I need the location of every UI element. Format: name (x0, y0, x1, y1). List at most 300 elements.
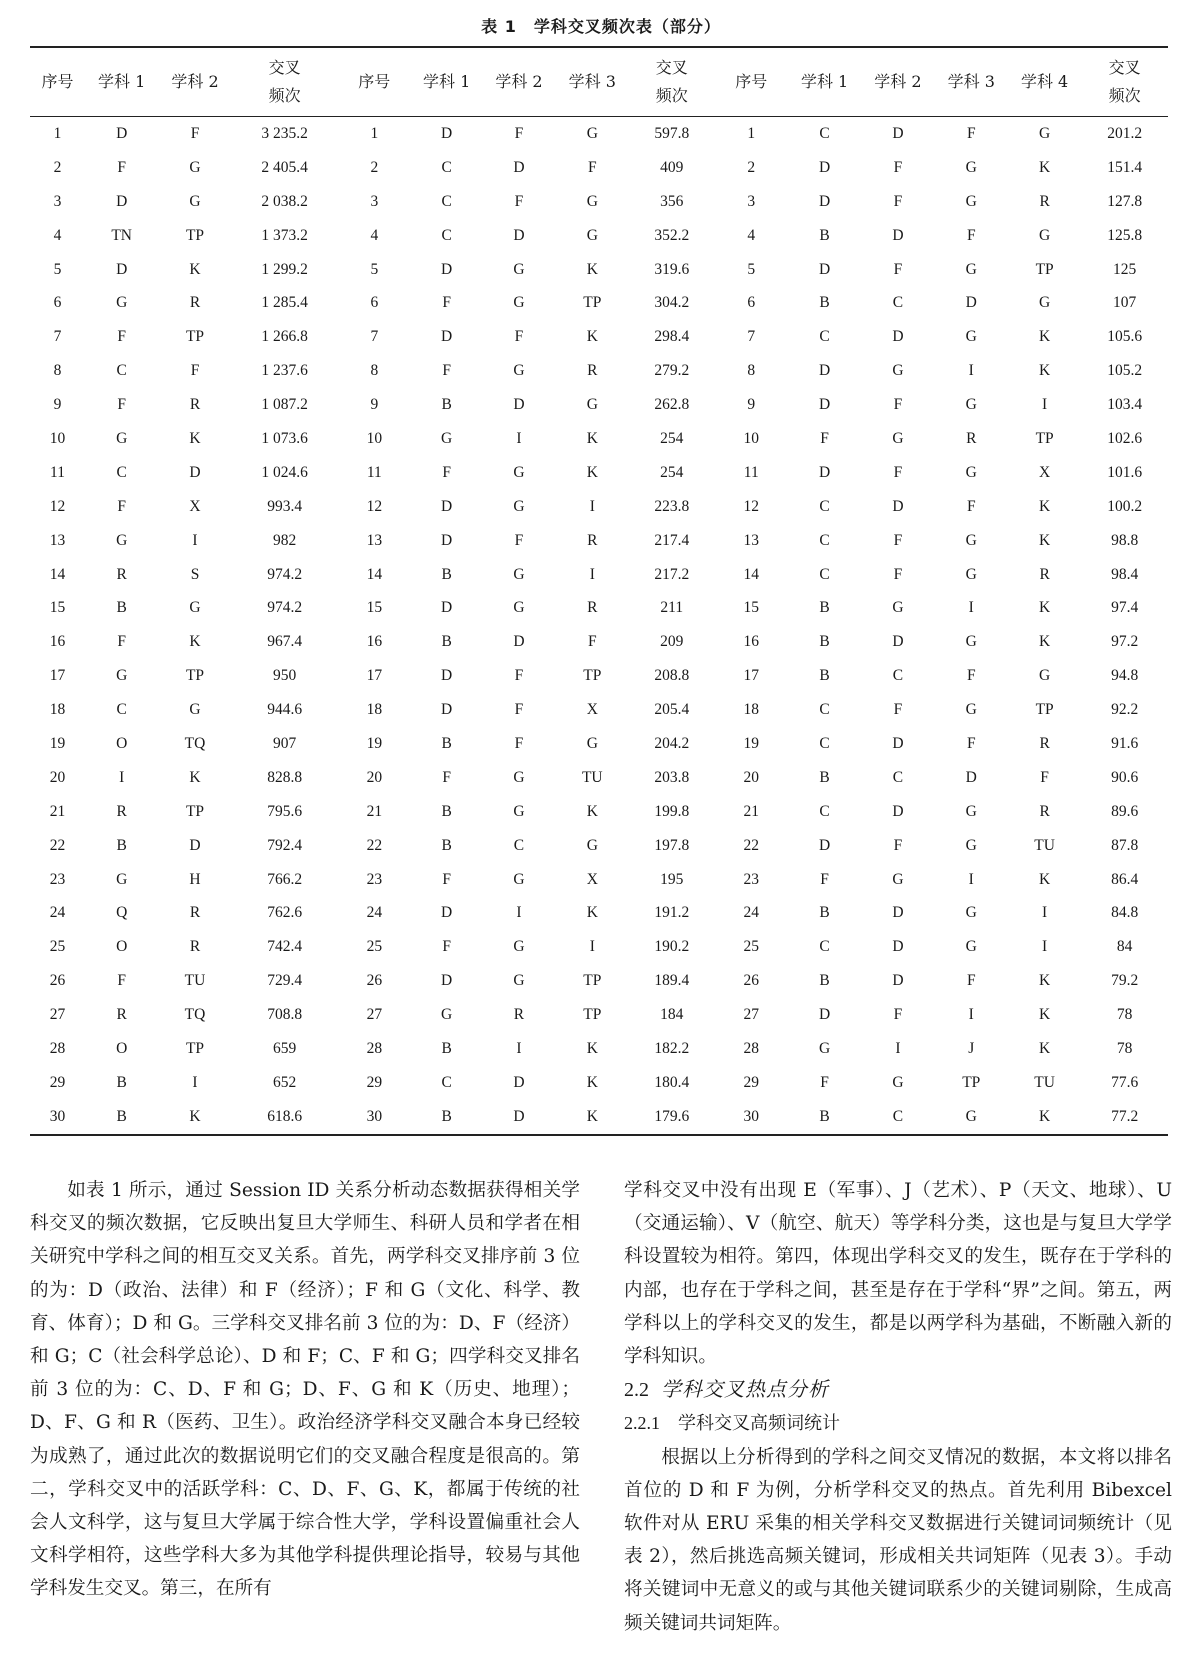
table-cell: 197.8 (654, 836, 690, 854)
table-cell: 14 (49, 565, 66, 583)
table-cell: G (1039, 667, 1051, 685)
table-cell: D (116, 260, 128, 278)
table-cell: 6 (370, 294, 379, 312)
table-cell: TP (583, 667, 602, 685)
section-heading (624, 1373, 1172, 1407)
table-cell: 92.2 (1111, 701, 1139, 719)
table-cell: 102.6 (1107, 429, 1143, 447)
table-cell: G (965, 158, 977, 176)
table-cell: 182.2 (654, 1039, 690, 1057)
table-cell: 77.6 (1111, 1073, 1139, 1091)
table-cell: B (85, 1100, 158, 1135)
table-cell: 22 (49, 836, 66, 854)
left-text-column (30, 1174, 580, 1606)
table-cell: C (441, 192, 452, 210)
table-cell: F (442, 870, 451, 888)
table-row (30, 998, 1168, 1032)
table-cell: F (893, 531, 903, 549)
column-header: 学科 2 (158, 47, 231, 117)
table-cell: 101.6 (1107, 463, 1143, 481)
table-cell: F (893, 1006, 903, 1024)
table-cell: C (892, 768, 904, 786)
table-cell: F (893, 158, 903, 176)
table-cell: 105.6 (1107, 328, 1143, 346)
table-cell: 16 (49, 633, 66, 651)
table-cell: D (892, 328, 904, 346)
table-cell: F (190, 362, 200, 380)
table-cell: 125 (1113, 260, 1137, 278)
table-cell: 103.4 (1107, 396, 1143, 414)
table-cell: F (966, 497, 976, 515)
table-cell: 208.8 (654, 667, 690, 685)
table-cell: 659 (273, 1039, 297, 1057)
table-cell: 8 (53, 362, 62, 380)
table-row (30, 693, 1168, 727)
table-cell: 23 (366, 870, 383, 888)
table-cell: C (819, 802, 830, 820)
column-header: 序号 (338, 47, 411, 117)
table-cell: 25 (743, 938, 759, 956)
table-cell: R (116, 1006, 127, 1024)
table-cell: 24 (366, 904, 383, 922)
table-cell: I (589, 497, 595, 515)
table-cell: G (965, 260, 977, 278)
table-cell: 1 087.2 (261, 396, 308, 414)
table-row (30, 286, 1168, 320)
table-cell: D (892, 938, 904, 956)
table-cell: 10 (49, 429, 66, 447)
table-cell: B (819, 972, 830, 990)
table-cell: G (189, 701, 201, 719)
table-cell: F (893, 192, 903, 210)
table-row (30, 558, 1168, 592)
table-cell: G (965, 328, 977, 346)
table-cell: 4 (747, 226, 756, 244)
table-cell: 78 (1116, 1006, 1133, 1024)
table-cell: D (441, 260, 453, 278)
column-header: 学科 1 (85, 47, 158, 117)
table-row (30, 422, 1168, 456)
table-row (30, 659, 1168, 693)
table-cell: D (116, 124, 128, 142)
table-cell: 89.6 (1111, 802, 1139, 820)
table-cell: G (892, 1073, 904, 1091)
table-cell: G (965, 802, 977, 820)
table-cell: D (892, 124, 904, 142)
table-cell: F (966, 226, 976, 244)
table-row (30, 829, 1168, 863)
column-header: 交叉 频次 (1081, 47, 1168, 117)
table-cell: G (513, 972, 525, 990)
table-cell: D (441, 972, 453, 990)
table-cell: F (820, 1073, 829, 1091)
table-cell: 179.6 (629, 1100, 715, 1135)
table-cell: 20 (49, 768, 66, 786)
column-header: 学科 1 (411, 47, 482, 117)
table-row (30, 185, 1168, 219)
table-cell: G (513, 565, 525, 583)
table-cell: G (892, 599, 904, 617)
table-cell: 84 (1116, 938, 1133, 956)
table-cell: 18 (743, 701, 759, 719)
table-cell: R (189, 904, 201, 922)
table-cell: I (968, 599, 974, 617)
table-cell: 19 (49, 734, 66, 752)
table-cell: 4 (370, 226, 379, 244)
table-cell: F (893, 836, 903, 854)
table-cell: 6 (53, 294, 62, 312)
table-cell: K (586, 260, 598, 278)
table-cell: 125.8 (1107, 226, 1143, 244)
table-cell: R (1039, 802, 1050, 820)
table-cell: 1 (53, 124, 62, 142)
table-cell: 304.2 (654, 294, 690, 312)
table-cell: K (189, 768, 201, 786)
table-cell: G (116, 531, 128, 549)
table-cell: 24 (49, 904, 66, 922)
table-cell: D (441, 701, 453, 719)
column-header: 交叉 频次 (629, 47, 715, 117)
table-cell: 98.4 (1111, 565, 1139, 583)
table-cell: G (1039, 294, 1051, 312)
table-cell: 17 (366, 667, 383, 685)
table-cell: G (513, 768, 525, 786)
table-cell: K (1039, 870, 1051, 888)
table-cell: B (116, 1073, 127, 1091)
table-cell: F (966, 667, 976, 685)
table-cell: B (116, 599, 127, 617)
table-cell: G (513, 599, 525, 617)
table-cell: 217.4 (654, 531, 690, 549)
table-cell: G (892, 429, 904, 447)
table-cell: 18 (366, 701, 383, 719)
table-cell: K (586, 1073, 598, 1091)
table-cell: 944.6 (267, 701, 303, 719)
table-cell: I (119, 768, 125, 786)
table-cell: G (892, 870, 904, 888)
table-cell: 6 (747, 294, 756, 312)
table-cell: 12 (743, 497, 759, 515)
table-cell: F (442, 362, 451, 380)
table-cell: K (556, 1100, 629, 1135)
table-cell: 21 (49, 802, 66, 820)
table-cell: 907 (273, 734, 297, 752)
table-cell: 77.2 (1081, 1100, 1168, 1135)
table-cell: D (441, 599, 453, 617)
table-cell: 22 (366, 836, 383, 854)
table-cell: 17 (743, 667, 759, 685)
table-cell: C (819, 124, 830, 142)
table-cell: 352.2 (654, 226, 690, 244)
table-cell: Q (116, 904, 128, 922)
table-cell: 9 (370, 396, 379, 414)
table-cell: 217.2 (654, 565, 690, 583)
table-cell: G (586, 836, 598, 854)
table-cell: TU (581, 768, 603, 786)
table-cell: 2 038.2 (261, 192, 308, 210)
table-cell: F (117, 158, 126, 176)
table-cell: 13 (366, 531, 383, 549)
table-row (30, 253, 1168, 287)
table-cell: 20 (743, 768, 759, 786)
table-cell: C (892, 667, 904, 685)
table-cell: 28 (743, 1039, 759, 1057)
table-cell: F (588, 158, 597, 176)
table-cell: G (965, 396, 977, 414)
table-row (30, 320, 1168, 354)
table-cell: F (514, 124, 524, 142)
table-cell: G (116, 429, 128, 447)
table-cell: D (818, 362, 831, 380)
table-cell: K (1039, 328, 1051, 346)
table-cell: R (1039, 565, 1050, 583)
table-cell: X (586, 701, 598, 719)
table-cell: 28 (366, 1039, 383, 1057)
table-cell: 201.2 (1107, 124, 1143, 142)
table-cell: G (513, 938, 525, 956)
column-header: 学科 3 (935, 47, 1008, 117)
table-cell: D (513, 226, 525, 244)
table-row (30, 490, 1168, 524)
table-cell: 356 (660, 192, 684, 210)
table-cell: F (893, 396, 903, 414)
table-cell: TP (583, 294, 602, 312)
table-cell: C (892, 294, 904, 312)
table-cell: 18 (49, 701, 66, 719)
table-cell: D (116, 192, 128, 210)
table-row (30, 761, 1168, 795)
table-cell: 766.2 (267, 870, 303, 888)
table-cell: B (819, 633, 830, 651)
table-cell: TP (583, 1006, 602, 1024)
table-cell: 409 (660, 158, 684, 176)
table-cell: G (189, 192, 201, 210)
table-cell: 3 (53, 192, 62, 210)
table-cell: D (892, 972, 904, 990)
table-cell: 29 (49, 1073, 66, 1091)
table-cell: C (513, 836, 525, 854)
table-cell: K (1008, 1100, 1081, 1135)
table-cell: K (1039, 972, 1051, 990)
table-cell: G (935, 1100, 1008, 1135)
table-cell: 9 (747, 396, 756, 414)
table-cell: 1 373.2 (261, 226, 308, 244)
table-cell: 26 (366, 972, 383, 990)
table-cell: F (966, 734, 976, 752)
table-cell: B (441, 396, 452, 414)
table-cell: 7 (53, 328, 62, 346)
table-cell: I (1042, 396, 1048, 414)
table-cell: I (516, 904, 522, 922)
table-cell: G (892, 362, 904, 380)
table-cell: G (965, 938, 977, 956)
table-cell: C (861, 1100, 934, 1135)
table-cell: TP (185, 328, 205, 346)
table-cell: C (819, 938, 830, 956)
table-cell: 127.8 (1107, 192, 1143, 210)
table-row (30, 1032, 1168, 1066)
table-row (30, 524, 1168, 558)
table-cell: C (819, 328, 830, 346)
table-cell: F (514, 734, 524, 752)
table-cell: 319.6 (654, 260, 690, 278)
table-cell: D (818, 463, 831, 481)
table-cell: G (586, 396, 598, 414)
table-cell: D (892, 497, 904, 515)
table-cell: F (514, 701, 524, 719)
table-cell: 10 (366, 429, 383, 447)
table-cell: G (441, 1006, 453, 1024)
table-cell: F (190, 124, 200, 142)
table-cell: 191.2 (654, 904, 690, 922)
table-cell: TP (583, 972, 602, 990)
table-cell: 11 (366, 463, 382, 481)
table-cell: 26 (49, 972, 66, 990)
table-cell: 974.2 (267, 565, 303, 583)
table-cell: F (117, 396, 126, 414)
table-cell: I (895, 1039, 901, 1057)
table-cell: C (819, 531, 830, 549)
table-cell: O (116, 1039, 128, 1057)
table-cell: 729.4 (267, 972, 303, 990)
table-cell: 12 (49, 497, 66, 515)
table-cell: C (116, 463, 127, 481)
table-cell: F (442, 938, 451, 956)
table-cell: G (513, 362, 525, 380)
table-cell: C (441, 158, 452, 176)
table-cell: F (514, 192, 524, 210)
table-cell: D (818, 396, 831, 414)
table-cell: 91.6 (1111, 734, 1139, 752)
table-cell: K (1039, 497, 1051, 515)
table-row (30, 795, 1168, 829)
table-cell: I (968, 1006, 974, 1024)
table-cell: G (513, 802, 525, 820)
table-cell: 16 (366, 633, 383, 651)
table-cell: R (116, 565, 127, 583)
section-number: 2.2 (624, 1379, 649, 1402)
table-cell: D (513, 158, 525, 176)
paragraph: 如表 1 所示，通过 Session ID 关系分析动态数据获得相关学科交叉的频次数据，它反映出复旦大学师生、科研人员和学者在相关研究中学科之间的相互交叉关系。首先，两学科交叉排序前 3 位的为：D（政治、法律）和 F（经济）；F 和 G（文化、科学、教育、体育）；D 和 G。三学科交叉排名前 3 位的为：D、F（经济）和 G；C（社会科学总论）、D 和 F；C、F 和 G；四学科交叉排名前 3 位的为：C、D、F 和 G；D、F、G 和 K（历史、地理）；D、F、G 和 R（医药、卫生）。政治经济学科交叉融合本身已经较为成熟了，通过此次的数据说明它们的交叉融合程度是很高的。第二，学科交叉中的活跃学科：C、D、F、G、K，都属于传统的社会人文科学，这与复旦大学属于综合性大学，学科设置偏重社会人文科学相符，这些学科大多为其他学科提供理论指导，较易与其他学科发生交叉。第三，在所有 (30, 1180, 580, 1600)
table-cell: B (819, 294, 830, 312)
table-cell: TP (185, 667, 205, 685)
table-cell: F (893, 463, 903, 481)
table-cell: C (819, 701, 830, 719)
table-cell: F (588, 633, 597, 651)
table-cell: TU (1034, 1073, 1055, 1091)
table-cell: 180.4 (654, 1073, 690, 1091)
table-cell: TP (185, 226, 205, 244)
table-cell: K (1039, 158, 1051, 176)
subsection-title: 学科交叉高频词统计 (678, 1413, 840, 1435)
table-cell: D (892, 734, 904, 752)
table-cell: G (965, 463, 977, 481)
table-cell: C (116, 362, 127, 380)
table-cell: 5 (747, 260, 756, 278)
table-row (30, 863, 1168, 897)
table-cell: B (441, 1039, 452, 1057)
table-cell: R (966, 429, 977, 447)
table-cell: D (189, 836, 201, 854)
table-cell: K (1039, 362, 1051, 380)
table-cell: G (586, 226, 598, 244)
table-cell: TQ (184, 1006, 206, 1024)
table-cell: 199.8 (654, 802, 690, 820)
table-cell: K (586, 463, 598, 481)
table-cell: F (893, 260, 903, 278)
table-cell: I (516, 1039, 522, 1057)
table-cell: G (965, 565, 977, 583)
table-cell: K (586, 1039, 598, 1057)
table-cell: G (586, 192, 598, 210)
table-cell: K (189, 633, 201, 651)
table-cell: 254 (660, 463, 684, 481)
table-cell: G (1039, 226, 1051, 244)
table-cell: F (514, 667, 524, 685)
column-header: 序号 (715, 47, 788, 117)
table-header-row (30, 47, 1168, 117)
table-cell: 762.6 (267, 904, 303, 922)
table-cell: 184 (660, 1006, 684, 1024)
table-cell: I (968, 362, 974, 380)
table-cell: I (516, 429, 522, 447)
table-cell: 25 (366, 938, 383, 956)
table-cell: R (189, 396, 201, 414)
table-cell: TP (185, 1039, 205, 1057)
table-cell: 1 266.8 (261, 328, 308, 346)
table-cell: 13 (743, 531, 759, 549)
table-cell: 13 (49, 531, 66, 549)
table-row (30, 388, 1168, 422)
table-body (30, 117, 1168, 1135)
table-cell: 20 (366, 768, 383, 786)
table-cell: D (965, 294, 977, 312)
table-cell: J (968, 1039, 975, 1057)
table-cell: I (1042, 904, 1048, 922)
table-cell: 9 (53, 396, 62, 414)
table-cell: 742.4 (267, 938, 303, 956)
table-cell: K (189, 429, 201, 447)
table-cell: 5 (53, 260, 62, 278)
table-cell: F (893, 701, 903, 719)
table-cell: D (892, 802, 904, 820)
table-cell: D (818, 836, 831, 854)
table-cell: 1 (747, 124, 756, 142)
table-cell: K (1039, 599, 1051, 617)
table-cell: TU (1034, 836, 1055, 854)
table-cell: D (441, 497, 453, 515)
table-cell: 4 (53, 226, 62, 244)
table-cell: B (788, 1100, 861, 1135)
table-row (30, 117, 1168, 151)
table-row (30, 1066, 1168, 1100)
table-cell: G (965, 531, 977, 549)
table-cell: G (586, 734, 598, 752)
table-cell: 19 (366, 734, 383, 752)
table-cell: 1 237.6 (261, 362, 308, 380)
table-cell: 618.6 (232, 1100, 338, 1135)
table-cell: I (192, 1073, 198, 1091)
table-cell: TP (1035, 701, 1054, 719)
table-cell: 29 (366, 1073, 383, 1091)
table-cell: I (589, 565, 595, 583)
table-cell: D (189, 463, 201, 481)
table-cell: G (441, 429, 453, 447)
table-cell: B (819, 226, 830, 244)
table-row (30, 151, 1168, 185)
table-cell: G (1039, 124, 1051, 142)
table-cell: I (1042, 938, 1048, 956)
